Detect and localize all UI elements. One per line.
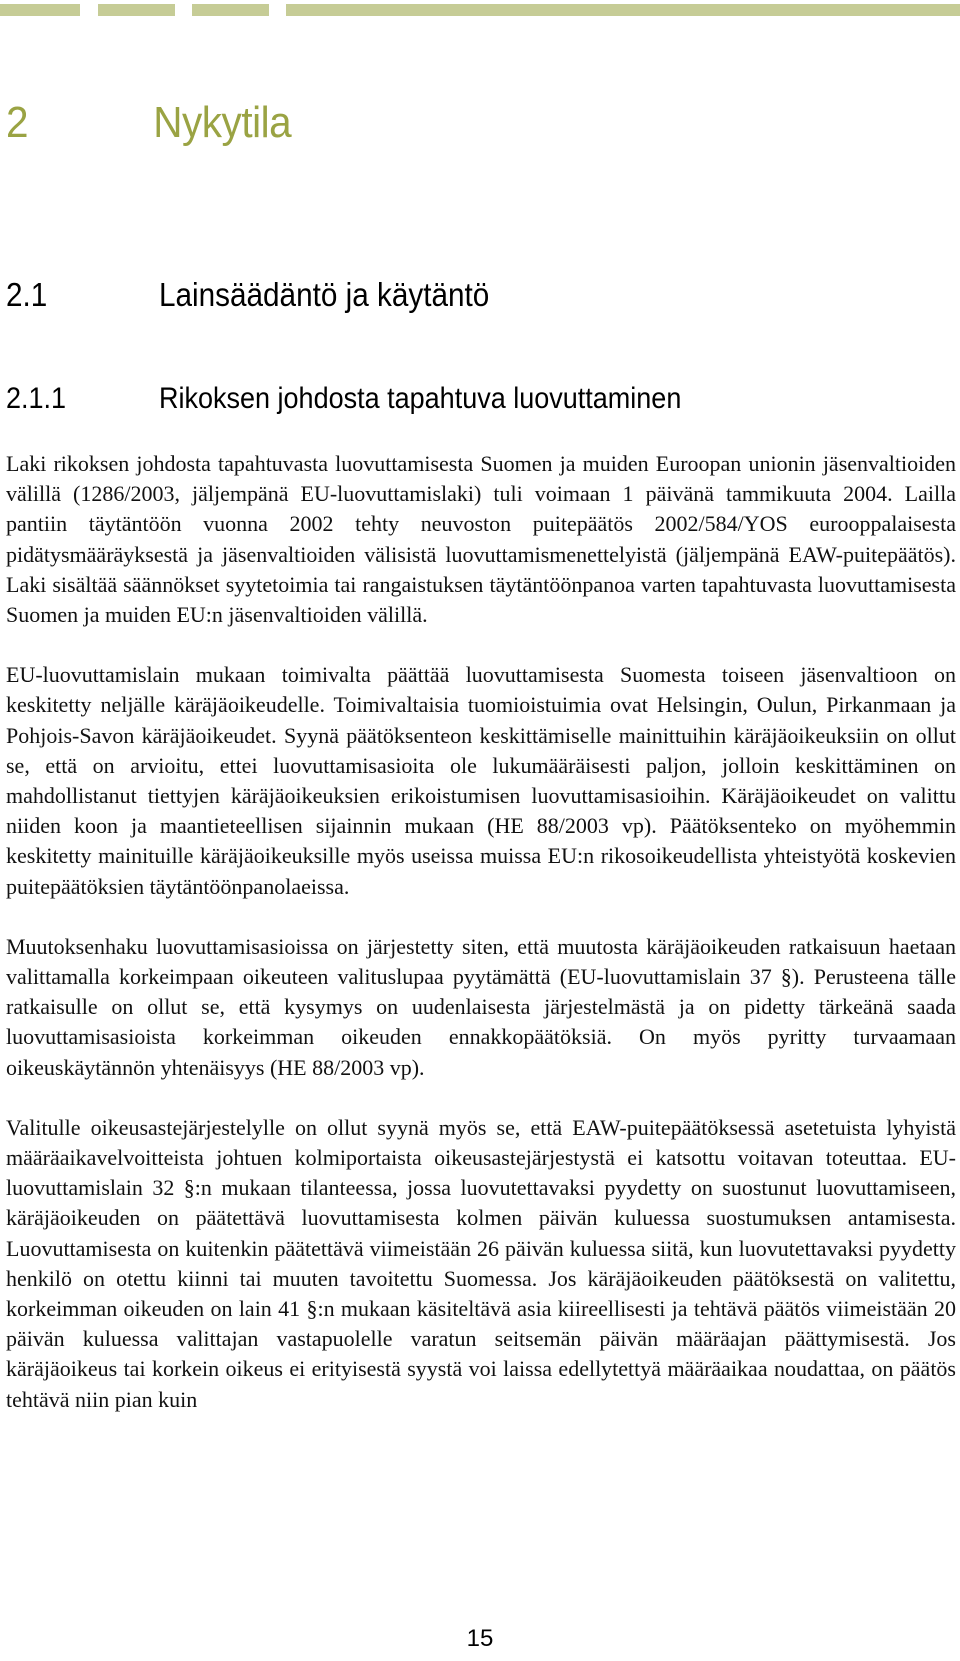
header-bar <box>192 4 269 16</box>
paragraph: EU-luovuttamislain mukaan toimivalta päättää luovuttamisesta Suomesta toiseen jäsenvaltioon on keskitetty neljälle käräjäoikeudelle. Toimivaltaisia tuomioistuimia ovat Helsingin, Oulun, Pirkanmaan ja Pohjois-Savon käräjäoikeudet. Syynä päätöksenteon keskittämiselle mainittuihin käräjäoikeuksiin on ollut se, että on arvioitu, ettei luovuttamisasioita ole lukumääräisesti paljon, jolloin keskittäminen on mahdollistanut tiettyjen käräjäoikeuksien erikoistumisen luovuttamisasioihin. Käräjäoikeudet on valittu niiden koon ja maantieteellisen sijainnin mukaan (HE 88/2003 vp). Päätöksenteko on myöhemmin keskitetty mainituille käräjäoikeuksille myös useissa muissa EU:n rikosoikeudellista yhteistyötä koskevien puitepäätöksien täytäntöönpanolaeissa. <box>6 662 956 899</box>
paragraph: Valitulle oikeusastejärjestelylle on ollut syynä myös se, että EAW-puitepäätöksessä asetetuista lyhyistä määräaikavelvoitteista johtuen kolmiportaista oikeusastejärjestystä ei katsottu voitavan toteuttaa. EU-luovuttamislain 32 §:n mukaan tilanteessa, jossa luovutettavaksi pyydetty on suostunut luovuttamiseen, käräjäoikeuden on päätettävä luovuttamisesta kolmen päivän kuluessa suostumuksen antamisesta. Luovuttamisesta on kuitenkin päätettävä viimeistään 26 päivän kuluessa siitä, kun luovutettavaksi pyydetty henkilö on otettu kiinni tai muuten tavoitettu Suomessa. Jos käräjäoikeuden päätöksestä on valitettu, korkeimman oikeuden on lain 41 §:n mukaan käsiteltävä asia kiireellisesti ja tehtävä päätös viimeistään 20 päivän kuluessa valittajan vastapuolelle varatun seitsemän päivän määräajan päättymisestä. Jos käräjäoikeus tai korkein oikeus ei erityisestä syystä voi laissa edellytettyä määräaikaa noudattaa, on päätös tehtävä niin pian kuin <box>6 1114 956 1412</box>
header-bar <box>98 4 175 16</box>
section-heading <box>6 276 489 314</box>
subsection-number: 2.1.1 <box>6 382 67 415</box>
section-number: 2.1 <box>6 276 48 313</box>
chapter-number: 2 <box>6 98 29 147</box>
header-decoration-bars <box>0 4 960 16</box>
paragraph: Muutoksenhaku luovuttamisasioissa on järjestetty siten, että muutosta käräjäoikeuden ratkaisuun haetaan valittamalla korkeimpaan oikeuteen valituslupaa pyytämättä (EU-luovuttamislain 37 §). Perusteena tälle ratkaisulle on ollut se, että kysymys on uudenlaisesta järjestelmästä ja on pidetty tärkeänä saada luovuttamisasioista korkeimman oikeuden ennakkopäätöksiä. On myös pyritty turvaamaan oikeuskäytännön yhtenäisyys (HE 88/2003 vp). <box>6 933 956 1080</box>
subsection-heading <box>6 382 681 416</box>
page-number: 15 <box>466 1625 494 1652</box>
header-bar <box>0 4 80 16</box>
subsection-title: Rikoksen johdosta tapahtuva luovuttaminen <box>159 382 682 415</box>
chapter-title: Nykytila <box>153 98 292 147</box>
body-text <box>6 449 956 1445</box>
paragraph: Laki rikoksen johdosta tapahtuvasta luovuttamisesta Suomen ja muiden Euroopan unionin jäsenvaltioiden välillä (1286/2003, jäljempänä EU-luovuttamislaki) tuli voimaan 1 päivänä tammikuuta 2004. Lailla pantiin täytäntöön vuonna 2002 tehty neuvoston puitepäätös 2002/584/YOS eurooppalaisesta pidätysmääräyksestä ja jäsenvaltioiden välisistä luovuttamismenettelyistä (jäljempänä EAW-puitepäätös). Laki sisältää säännökset syytetoimia tai rangaistuksen täytäntöönpanoa varten tapahtuvasta luovuttamisesta Suomen ja muiden EU:n jäsenvaltioiden välillä. <box>6 451 956 628</box>
header-bar <box>286 4 960 16</box>
section-title: Lainsäädäntö ja käytäntö <box>159 276 490 313</box>
chapter-heading <box>6 98 291 148</box>
